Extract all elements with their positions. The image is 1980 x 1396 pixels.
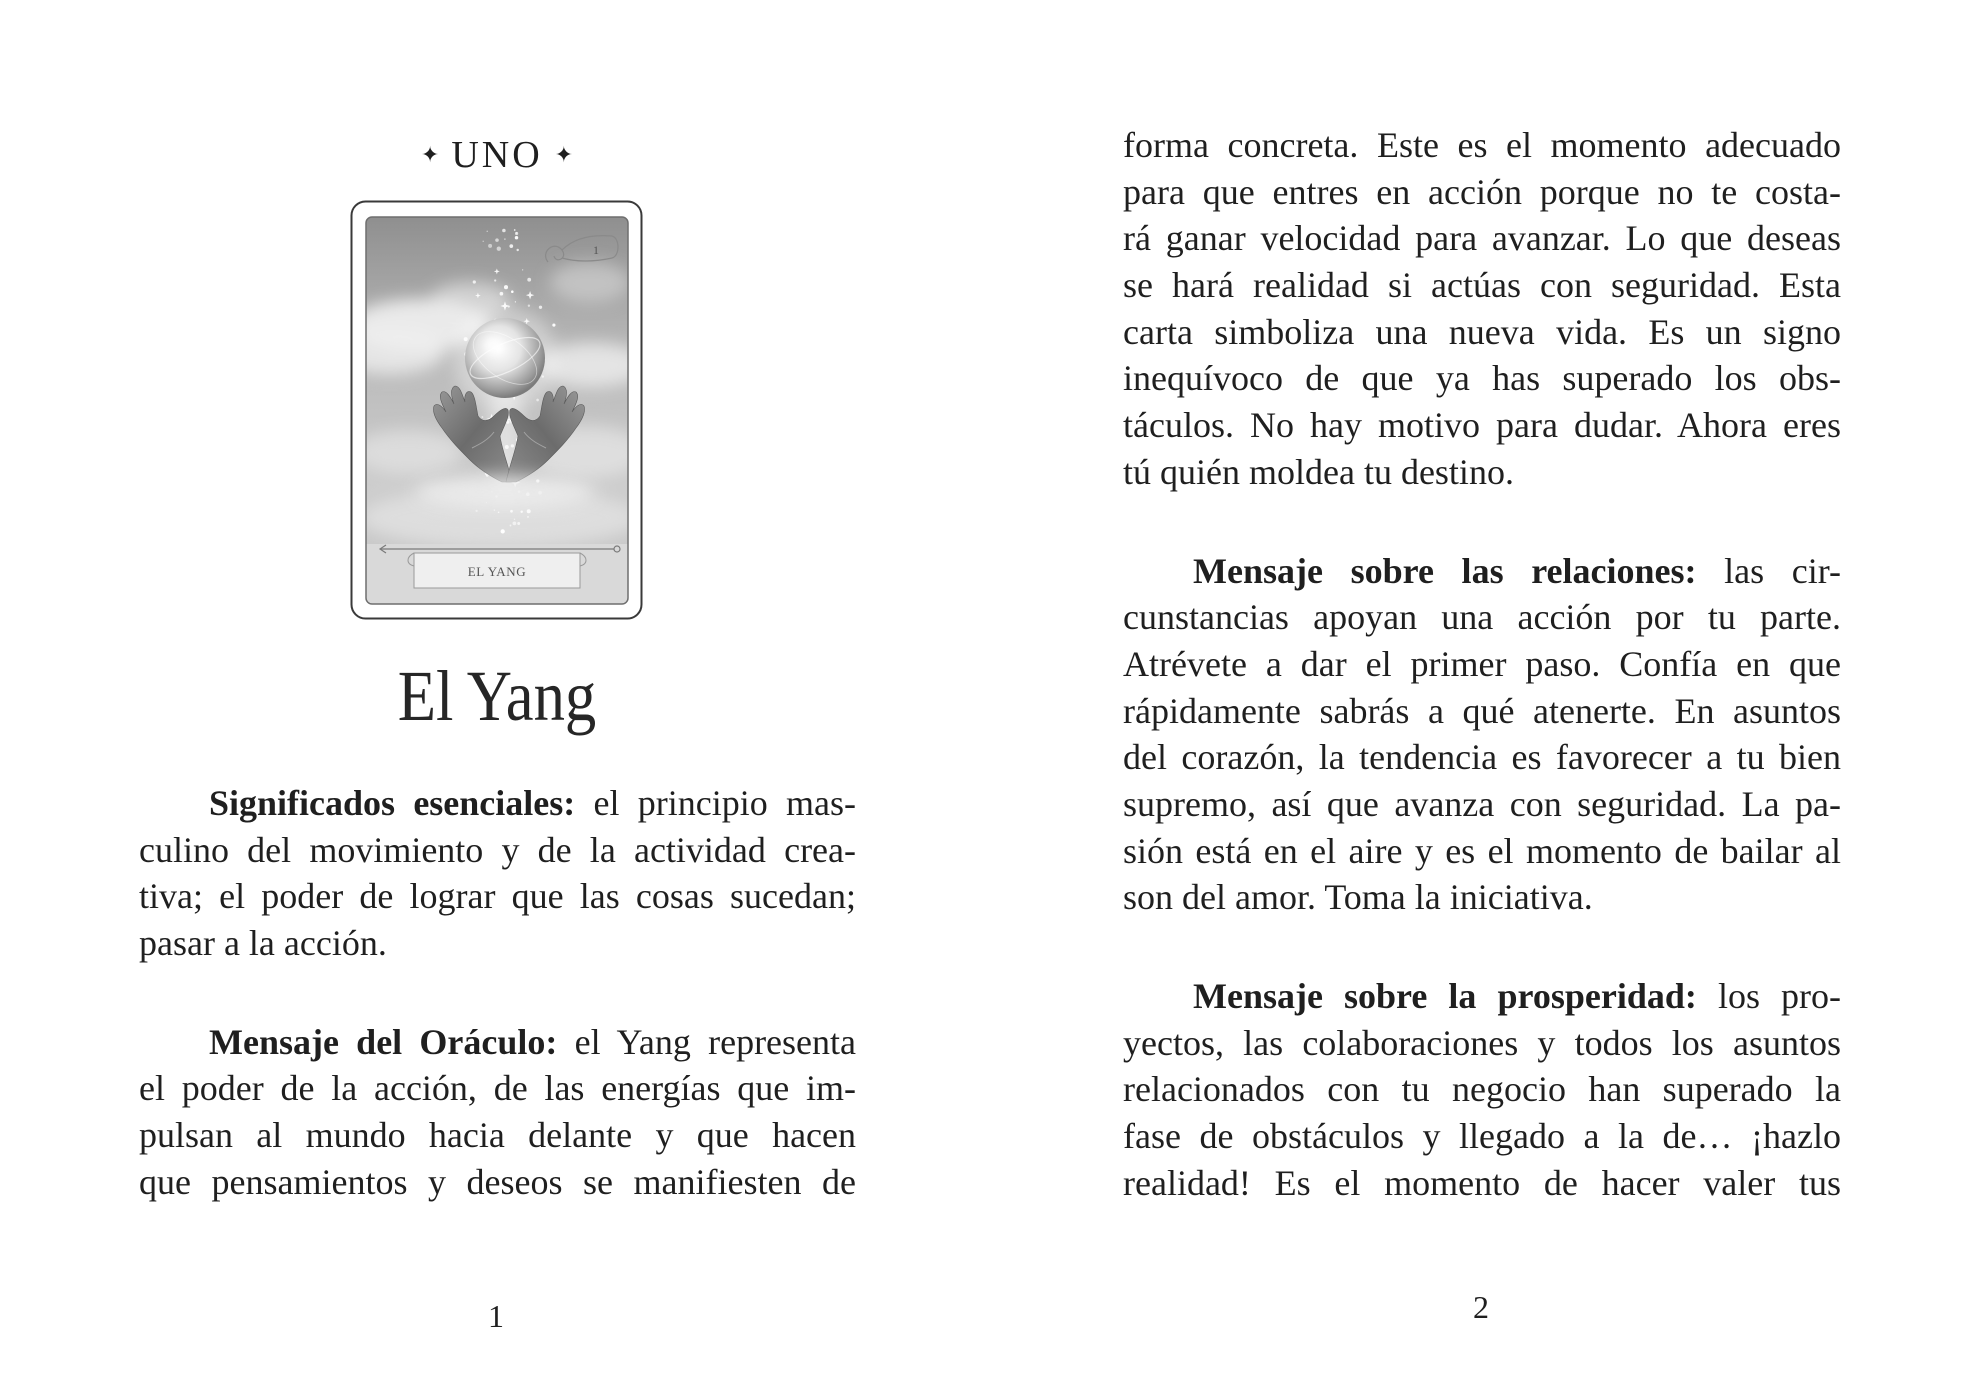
- text-line: culino del movimiento y de la actividad crea-: [139, 829, 856, 870]
- sparkle: [495, 238, 499, 242]
- text-line: sión está en el aire y es el momento de bailar al: [1123, 830, 1841, 871]
- sparkle: [552, 324, 555, 327]
- text-line: forma concreta. Este es el momento adecuado: [1123, 125, 1841, 165]
- sparkle: [504, 238, 505, 239]
- sparkle: [505, 445, 509, 449]
- paragraph-label: Mensaje del Oráculo:: [209, 1021, 558, 1062]
- chapter-label: UNO: [451, 134, 543, 176]
- sparkle: [527, 278, 531, 282]
- sparkle: [513, 522, 517, 526]
- text-line: fase de obstáculos y llegado a la de… ¡hazlo: [1123, 1116, 1841, 1157]
- paragraph: [1123, 122, 1841, 496]
- paragraph: [1123, 548, 1841, 922]
- text-line: [1123, 973, 1841, 1020]
- sparkle: [498, 511, 500, 513]
- paragraph-label: Mensaje sobre las relaciones:: [1193, 550, 1697, 591]
- sparkle: [514, 229, 516, 231]
- sparkle: [515, 232, 518, 235]
- sparkle: [510, 525, 512, 527]
- sparkle: [515, 301, 516, 302]
- sparkle: [501, 529, 505, 533]
- sparkle: [494, 279, 496, 281]
- chapter-heading: [297, 136, 697, 174]
- sparkle: [517, 522, 520, 525]
- sparkle: [504, 285, 508, 289]
- paragraph: [139, 780, 856, 967]
- text-line: rápidamente sabrás a qué atenerte. En asuntos: [1123, 690, 1841, 731]
- sparkle: [528, 305, 530, 307]
- line-text: el Yang representa: [574, 1021, 857, 1062]
- line-text: las cir-: [1724, 550, 1842, 591]
- text-line: carta simboliza una nueva vida. Es un signo: [1123, 311, 1841, 352]
- text-line: táculos. No hay motivo para dudar. Ahora eres: [1123, 405, 1841, 446]
- sparkle: [481, 416, 483, 418]
- ornament-star-icon: ✦: [420, 143, 440, 168]
- sparkle: [488, 244, 492, 248]
- sparkle: [515, 236, 518, 239]
- text-line: realidad! Es el momento de hacer valer tus: [1123, 1162, 1841, 1203]
- text-line: relacionados con tu negocio han superado la: [1123, 1069, 1841, 1110]
- sparkle: [527, 516, 529, 518]
- text-line: cunstancias apoyan una acción por tu parte.: [1123, 597, 1841, 638]
- text-line: yectos, las colaboraciones y todos los asuntos: [1123, 1022, 1841, 1063]
- text-line: rá ganar velocidad para avanzar. Lo que deseas: [1123, 218, 1841, 259]
- text-line: tú quién moldea tu destino.: [1123, 451, 1514, 492]
- sparkle: [483, 241, 484, 242]
- text-line: el poder de la acción, de las energías que im-: [139, 1068, 856, 1109]
- text-line: [139, 780, 856, 827]
- sparkle: [520, 511, 522, 513]
- ornament-star-icon: ✦: [554, 143, 574, 168]
- sparkle: [494, 509, 495, 510]
- text-line: del corazón, la tendencia es favorecer a tu bien: [1123, 737, 1841, 778]
- sparkle: [497, 247, 501, 251]
- sparkle: [516, 249, 518, 251]
- paragraph: [139, 1019, 856, 1206]
- sparkle: [511, 444, 514, 447]
- sparkle: [510, 510, 513, 513]
- oracle-card: [350, 200, 643, 620]
- text-line: Atrévete a dar el primer paso. Confía en que: [1123, 643, 1841, 684]
- cloud: [415, 476, 595, 508]
- sparkle: [502, 229, 506, 233]
- card-title: EL YANG: [467, 564, 527, 579]
- left-page-body: [139, 780, 856, 1206]
- text-line: pasar a la acción.: [139, 923, 387, 964]
- text-line: inequívoco de que ya has superado los obs-: [1123, 358, 1841, 399]
- sparkle: [522, 269, 523, 270]
- right-page-body: [1123, 122, 1841, 1206]
- line-text: el principio mas-: [593, 783, 856, 823]
- sparkle: [500, 292, 504, 296]
- paragraph: [1123, 973, 1841, 1206]
- text-line: [139, 1019, 856, 1066]
- paragraph-label: Mensaje sobre la prosperidad:: [1193, 976, 1697, 1016]
- text-line: se hará realidad si actúas con seguridad. Esta: [1123, 265, 1841, 306]
- line-text: los pro-: [1717, 976, 1842, 1016]
- sparkle: [475, 510, 477, 512]
- text-line: [1123, 548, 1841, 595]
- sparkle: [511, 290, 514, 293]
- sparkle: [527, 509, 531, 513]
- text-line: para que entres en acción porque no te costa-: [1123, 171, 1841, 212]
- text-line: que pensamientos y deseos se manifiesten de: [139, 1161, 856, 1202]
- page-number: 2: [1473, 1289, 1489, 1325]
- sparkle: [473, 280, 476, 283]
- page-title: El Yang: [397, 656, 597, 736]
- sparkle: [509, 244, 513, 248]
- paragraph-label: Significados esenciales:: [209, 783, 576, 823]
- text-line: tiva; el poder de lograr que las cosas sucedan;: [139, 876, 856, 917]
- card-illustration: [350, 200, 643, 620]
- sparkle: [539, 306, 542, 309]
- page-number: 1: [488, 1298, 504, 1334]
- text-line: son del amor. Toma la iniciativa.: [1123, 877, 1593, 918]
- sparkle: [487, 231, 488, 232]
- text-line: pulsan al mundo hacia delante y que hacen: [139, 1115, 856, 1156]
- card-scene: [350, 217, 643, 604]
- text-line: supremo, así que avanza con seguridad. La pa-: [1123, 783, 1841, 824]
- sparkle: [514, 519, 515, 520]
- card-number: 1: [593, 243, 599, 257]
